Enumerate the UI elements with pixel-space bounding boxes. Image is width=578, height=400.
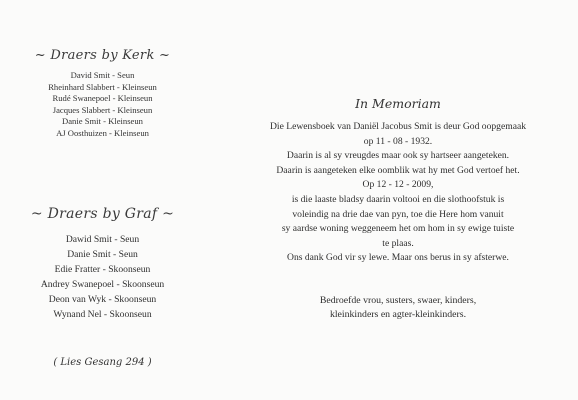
memoriam-text [228, 120, 568, 266]
list-item: Rheinhard Slabbert - Kleinseun [48, 81, 157, 92]
church-bearers-heading: ~ Draers by Kerk ~ [34, 48, 171, 63]
list-item: Danie Smit - Kleinseun [62, 116, 143, 127]
memoriam-line: te plaas. [382, 237, 414, 249]
list-item: Andrey Swanepoel - Skoonseun [40, 279, 165, 290]
grave-bearers-list [0, 232, 205, 322]
family-signoff [228, 294, 568, 323]
memoriam-line: sy aardse woning weggeneem het om hom in sy ewige tuiste [281, 223, 515, 235]
list-item: David Smit - Seun [70, 70, 135, 80]
church-bearers-clip [0, 70, 205, 146]
list-item: Edie Fratter - Skoonseun [54, 264, 151, 275]
memoriam-line: Daarin is aangeteken elke oomblik wat hy met God vertoef het. [276, 164, 520, 176]
memoriam-line: is die laaste bladsy daarin voltooi en die slothoofstuk is [291, 193, 505, 205]
memoriam-line: op 11 - 08 - 1932. [363, 135, 433, 147]
list-item: Dawid Smit - Seun [65, 234, 140, 245]
church-bearers-list [0, 70, 205, 140]
list-item: Danie Smit - Seun [67, 249, 138, 260]
family-line: kleinkinders en agter-kleinkinders. [329, 309, 467, 321]
memoriam-line: Daarin is al sy vreugdes maar ook sy hartseer aangeteken. [286, 150, 510, 162]
list-item: AJ Oosthuizen - Kleinseun [56, 127, 149, 138]
memoriam-line: Ons dank God vir sy lewe. Maar ons berus in sy afsterwe. [287, 252, 509, 264]
family-line: Bedroefde vrou, susters, swaer, kinders, [319, 295, 477, 306]
page-title: In Memoriam [355, 96, 441, 111]
memoriam-line: Op 12 - 12 - 2009, [362, 179, 434, 191]
list-item: Wynand Nel - Skoonseun [53, 309, 152, 320]
list-item: Rudé Swanepoel - Kleinseun [52, 93, 153, 104]
list-item: Jacques Slabbert - Kleinseun [52, 104, 153, 115]
grave-bearers-heading: ~ Draers by Graf ~ [30, 206, 175, 222]
list-item: Deon van Wyk - Skoonseun [48, 294, 157, 305]
grave-bearers-clip [0, 232, 205, 325]
pallbearers-column [0, 0, 205, 400]
memoriam-line: Die Lewensboek van Daniël Jacobus Smit is deur God oopgemaak [269, 121, 527, 132]
memoriam-line: voleindig na drie dae van pyn, toe die Here hom vanuit [292, 208, 504, 220]
hymn-reference: ( Lies Gesang 294 ) [53, 357, 152, 368]
in-memoriam-column [228, 0, 568, 400]
